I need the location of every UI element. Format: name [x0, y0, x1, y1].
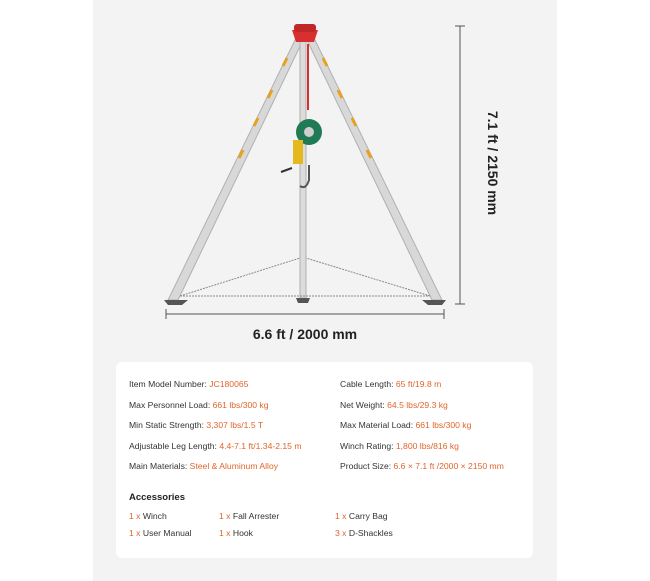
- accessory-item: 1 x User Manual: [129, 528, 192, 538]
- spec-value: 64.5 lbs/29.3 kg: [387, 399, 448, 410]
- spec-label: Main Materials:: [129, 461, 188, 472]
- spec-row: [340, 395, 504, 416]
- tripod-head-cap: [294, 24, 316, 32]
- spec-value: JC180065: [209, 379, 249, 389]
- spec-column-right: [340, 374, 504, 477]
- spec-value: 1,800 lbs/816 kg: [395, 440, 459, 451]
- accessory-item: 1 x Hook: [219, 528, 253, 538]
- spec-label: Net Weight:: [340, 399, 385, 410]
- spec-value: 65 ft/19.8 m: [395, 379, 442, 389]
- spec-label: Winch Rating:: [340, 440, 394, 451]
- width-dimension-line: [166, 309, 444, 319]
- spec-value: 6.6 × 7.1 ft /2000 × 2150 mm: [393, 461, 504, 472]
- spec-label: Min Static Strength:: [129, 420, 204, 431]
- spec-label: Cable Length:: [340, 379, 394, 389]
- spec-label: Adjustable Leg Length:: [129, 440, 217, 451]
- spec-row: [129, 374, 301, 395]
- spec-row: [340, 374, 504, 395]
- spec-row: [129, 395, 301, 416]
- spec-label: Max Material Load:: [340, 420, 414, 431]
- winch-handle: [281, 168, 292, 172]
- height-label: 7.1 ft / 2150 mm: [485, 110, 501, 216]
- accessory-item: 3 x D-Shackles: [335, 528, 393, 538]
- spec-row: [340, 456, 504, 477]
- spec-row: [129, 436, 301, 457]
- tripod-legs: [164, 38, 446, 305]
- accessory-item: 1 x Fall Arrester: [219, 511, 280, 521]
- spec-label: Product Size:: [340, 461, 392, 472]
- height-dimension-line: [455, 26, 465, 304]
- spec-value: 4.4-7.1 ft/1.34-2.15 m: [219, 440, 302, 451]
- spec-label: Max Personnel Load:: [129, 399, 211, 410]
- spec-value: 3,307 lbs/1.5 T: [206, 420, 264, 431]
- spec-row: [129, 456, 301, 477]
- spec-card: [116, 362, 533, 558]
- spec-value: Steel & Aluminum Alloy: [189, 461, 279, 472]
- spec-value: 661 lbs/300 kg: [212, 399, 269, 410]
- accessory-item: 1 x Winch: [129, 511, 167, 521]
- spec-value: 661 lbs/300 kg: [415, 420, 472, 431]
- spec-row: [340, 415, 504, 436]
- spec-label: Item Model Number:: [129, 379, 207, 389]
- accessories-title: Accessories: [129, 492, 185, 503]
- width-label: 6.6 ft / 2000 mm: [252, 326, 358, 342]
- winch: [293, 140, 303, 164]
- accessories-list: [129, 511, 529, 551]
- spec-row: [129, 415, 301, 436]
- spec-row: [340, 436, 504, 457]
- spec-column-left: [129, 374, 301, 477]
- accessory-item: 1 x Carry Bag: [335, 511, 388, 521]
